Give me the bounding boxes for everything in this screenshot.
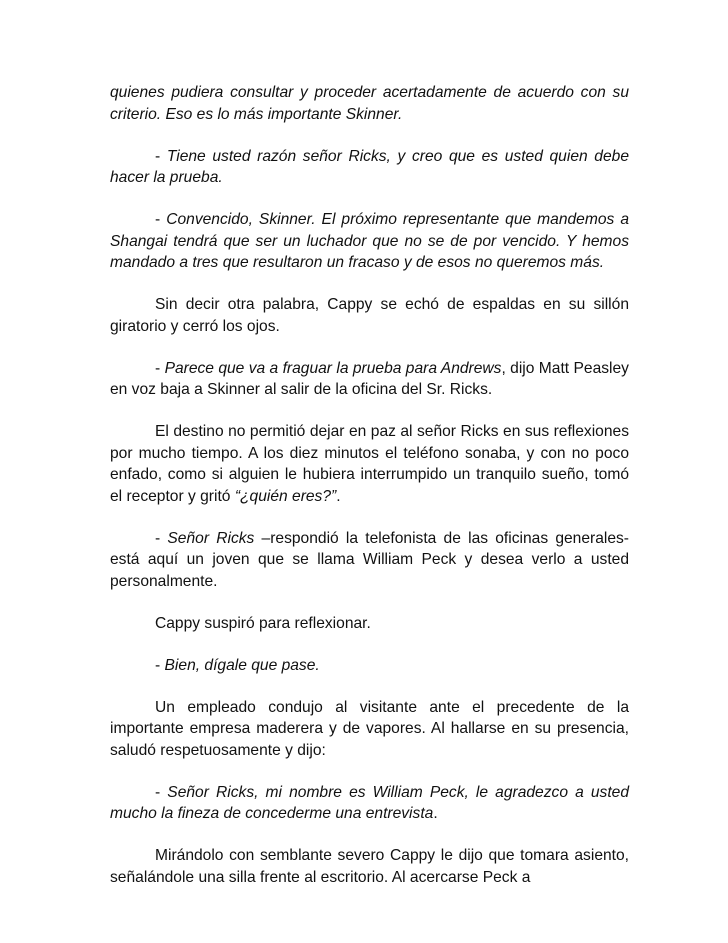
text-span: Señor Ricks [167,529,255,547]
text-span: Parece que va a fraguar la prueba para Andrews [164,359,502,377]
text-span: - [155,359,165,377]
text-span: Bien, dígale que pase. [164,656,320,674]
text-span: , dijo Matt Peasley en voz baja a Skinner al salir de la oficina del Sr. Ricks. [110,359,629,398]
text-span: Un empleado condujo al visitante ante el precedente de la importante empresa maderera y de vapores. Al hallarse en su presencia, saludó respetuosamente y dijo: [110,698,629,759]
paragraph-3 [110,209,629,274]
text-span: - [155,147,167,165]
paragraph-9 [110,655,629,677]
text-span: “¿quién eres?” [234,487,337,505]
text-span: - [155,211,167,228]
text-span: Mirándolo con semblante severo Cappy le dijo que tomara asiento, señalándole una silla frente al escritorio. Al acercarse Peck a [110,847,629,886]
document-page [110,82,629,909]
paragraph-11 [110,782,629,825]
text-span: - [155,529,168,547]
paragraph-8 [110,613,629,635]
text-span: El destino no permitió dejar en paz al señor Ricks en sus reflexiones por mucho tiempo. A los diez minutos el teléfono sonaba, y con no poco enfado, como si alguien le hubiera interrumpido un tranquilo sueño, tomó el receptor y gritó [110,423,629,505]
text-span: . [336,487,341,505]
text-span: Sin decir otra palabra, Cappy se echó de espaldas en su sillón giratorio y cerró los ojos. [110,296,629,335]
paragraph-6 [110,421,629,507]
text-span: Cappy suspiró para reflexionar. [155,614,371,632]
text-span: Señor Ricks, mi nombre es William Peck, le agradezco a usted mucho la fineza de concederme una entrevista [110,783,629,822]
paragraph-4 [110,294,629,337]
text-span: –respondió la telefonista de las oficinas generales- está aquí un joven que se llama William Peck y desea verlo a usted personalmente. [110,529,630,590]
paragraph-2 [110,146,629,189]
text-span: - [155,656,165,674]
text-span: Convencido, Skinner. El próximo representante que mandemos a Shangai tendrá que ser un luchador que no se de por vencido. Y hemos mandado a tres que resultaron un fracaso y de esos no queremos más. [110,211,629,271]
paragraph-5 [110,358,629,401]
text-span: Tiene usted razón señor Ricks, y creo que es usted quien debe hacer la prueba. [110,147,629,186]
text-span: quienes pudiera consultar y proceder acertadamente de acuerdo con su criterio. Eso es lo más importante Skinner. [110,84,629,123]
text-span: - [155,783,168,801]
text-span: . [433,805,438,822]
paragraph-7 [110,528,629,593]
paragraph-12 [110,845,629,888]
paragraph-1 [110,82,629,125]
paragraph-10 [110,697,629,762]
